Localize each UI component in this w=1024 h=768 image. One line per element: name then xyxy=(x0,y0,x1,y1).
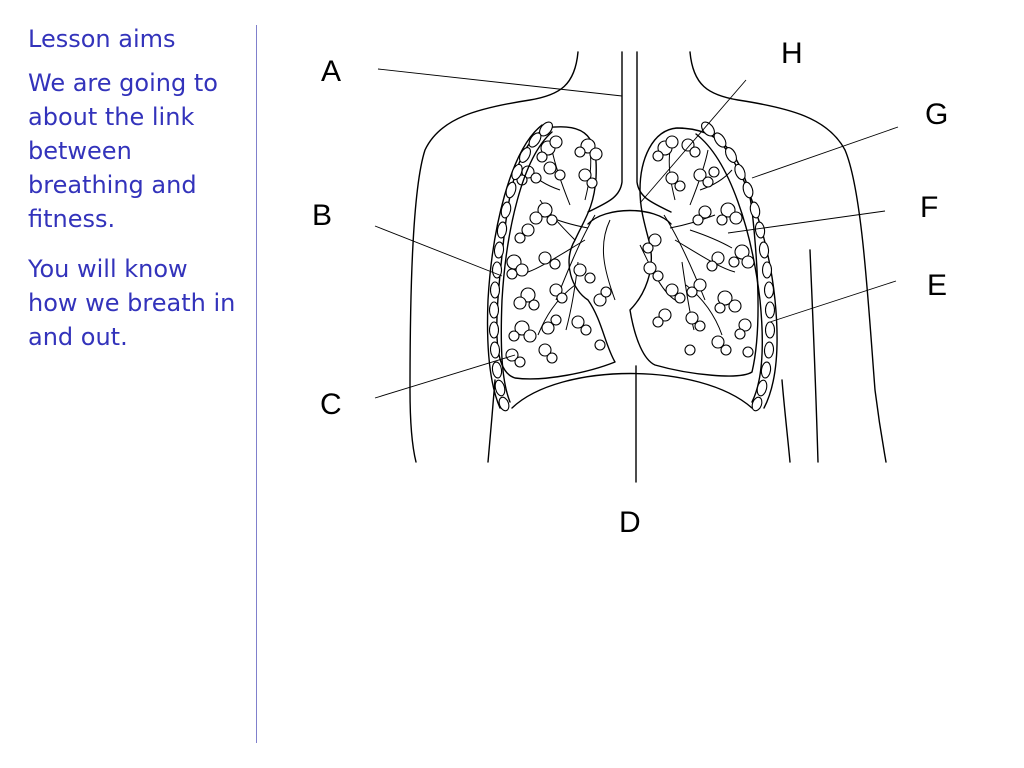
label-e: E xyxy=(927,269,948,302)
label-f: F xyxy=(920,191,939,224)
leader-line-g xyxy=(752,127,898,178)
label-a: A xyxy=(321,55,342,88)
leader-line-e xyxy=(770,281,896,322)
alveoli xyxy=(506,136,754,367)
label-h: H xyxy=(781,37,803,70)
diagram-labels xyxy=(312,37,948,539)
lesson-aims-heading: Lesson aims xyxy=(28,25,176,53)
lesson-aim-1: We are going to about the link between breathing and fitness. xyxy=(28,69,218,233)
diaphragm xyxy=(512,366,752,482)
label-b: B xyxy=(312,199,333,232)
label-c: C xyxy=(320,388,342,421)
lesson-aim-2: You will know how we breath in and out. xyxy=(28,255,236,351)
leader-line-h xyxy=(640,80,746,203)
label-d: D xyxy=(619,506,641,539)
leader-line-b xyxy=(375,226,502,276)
leader-line-a xyxy=(378,69,622,96)
torso-outline xyxy=(410,52,886,462)
trachea xyxy=(588,52,671,224)
label-g: G xyxy=(925,98,949,131)
